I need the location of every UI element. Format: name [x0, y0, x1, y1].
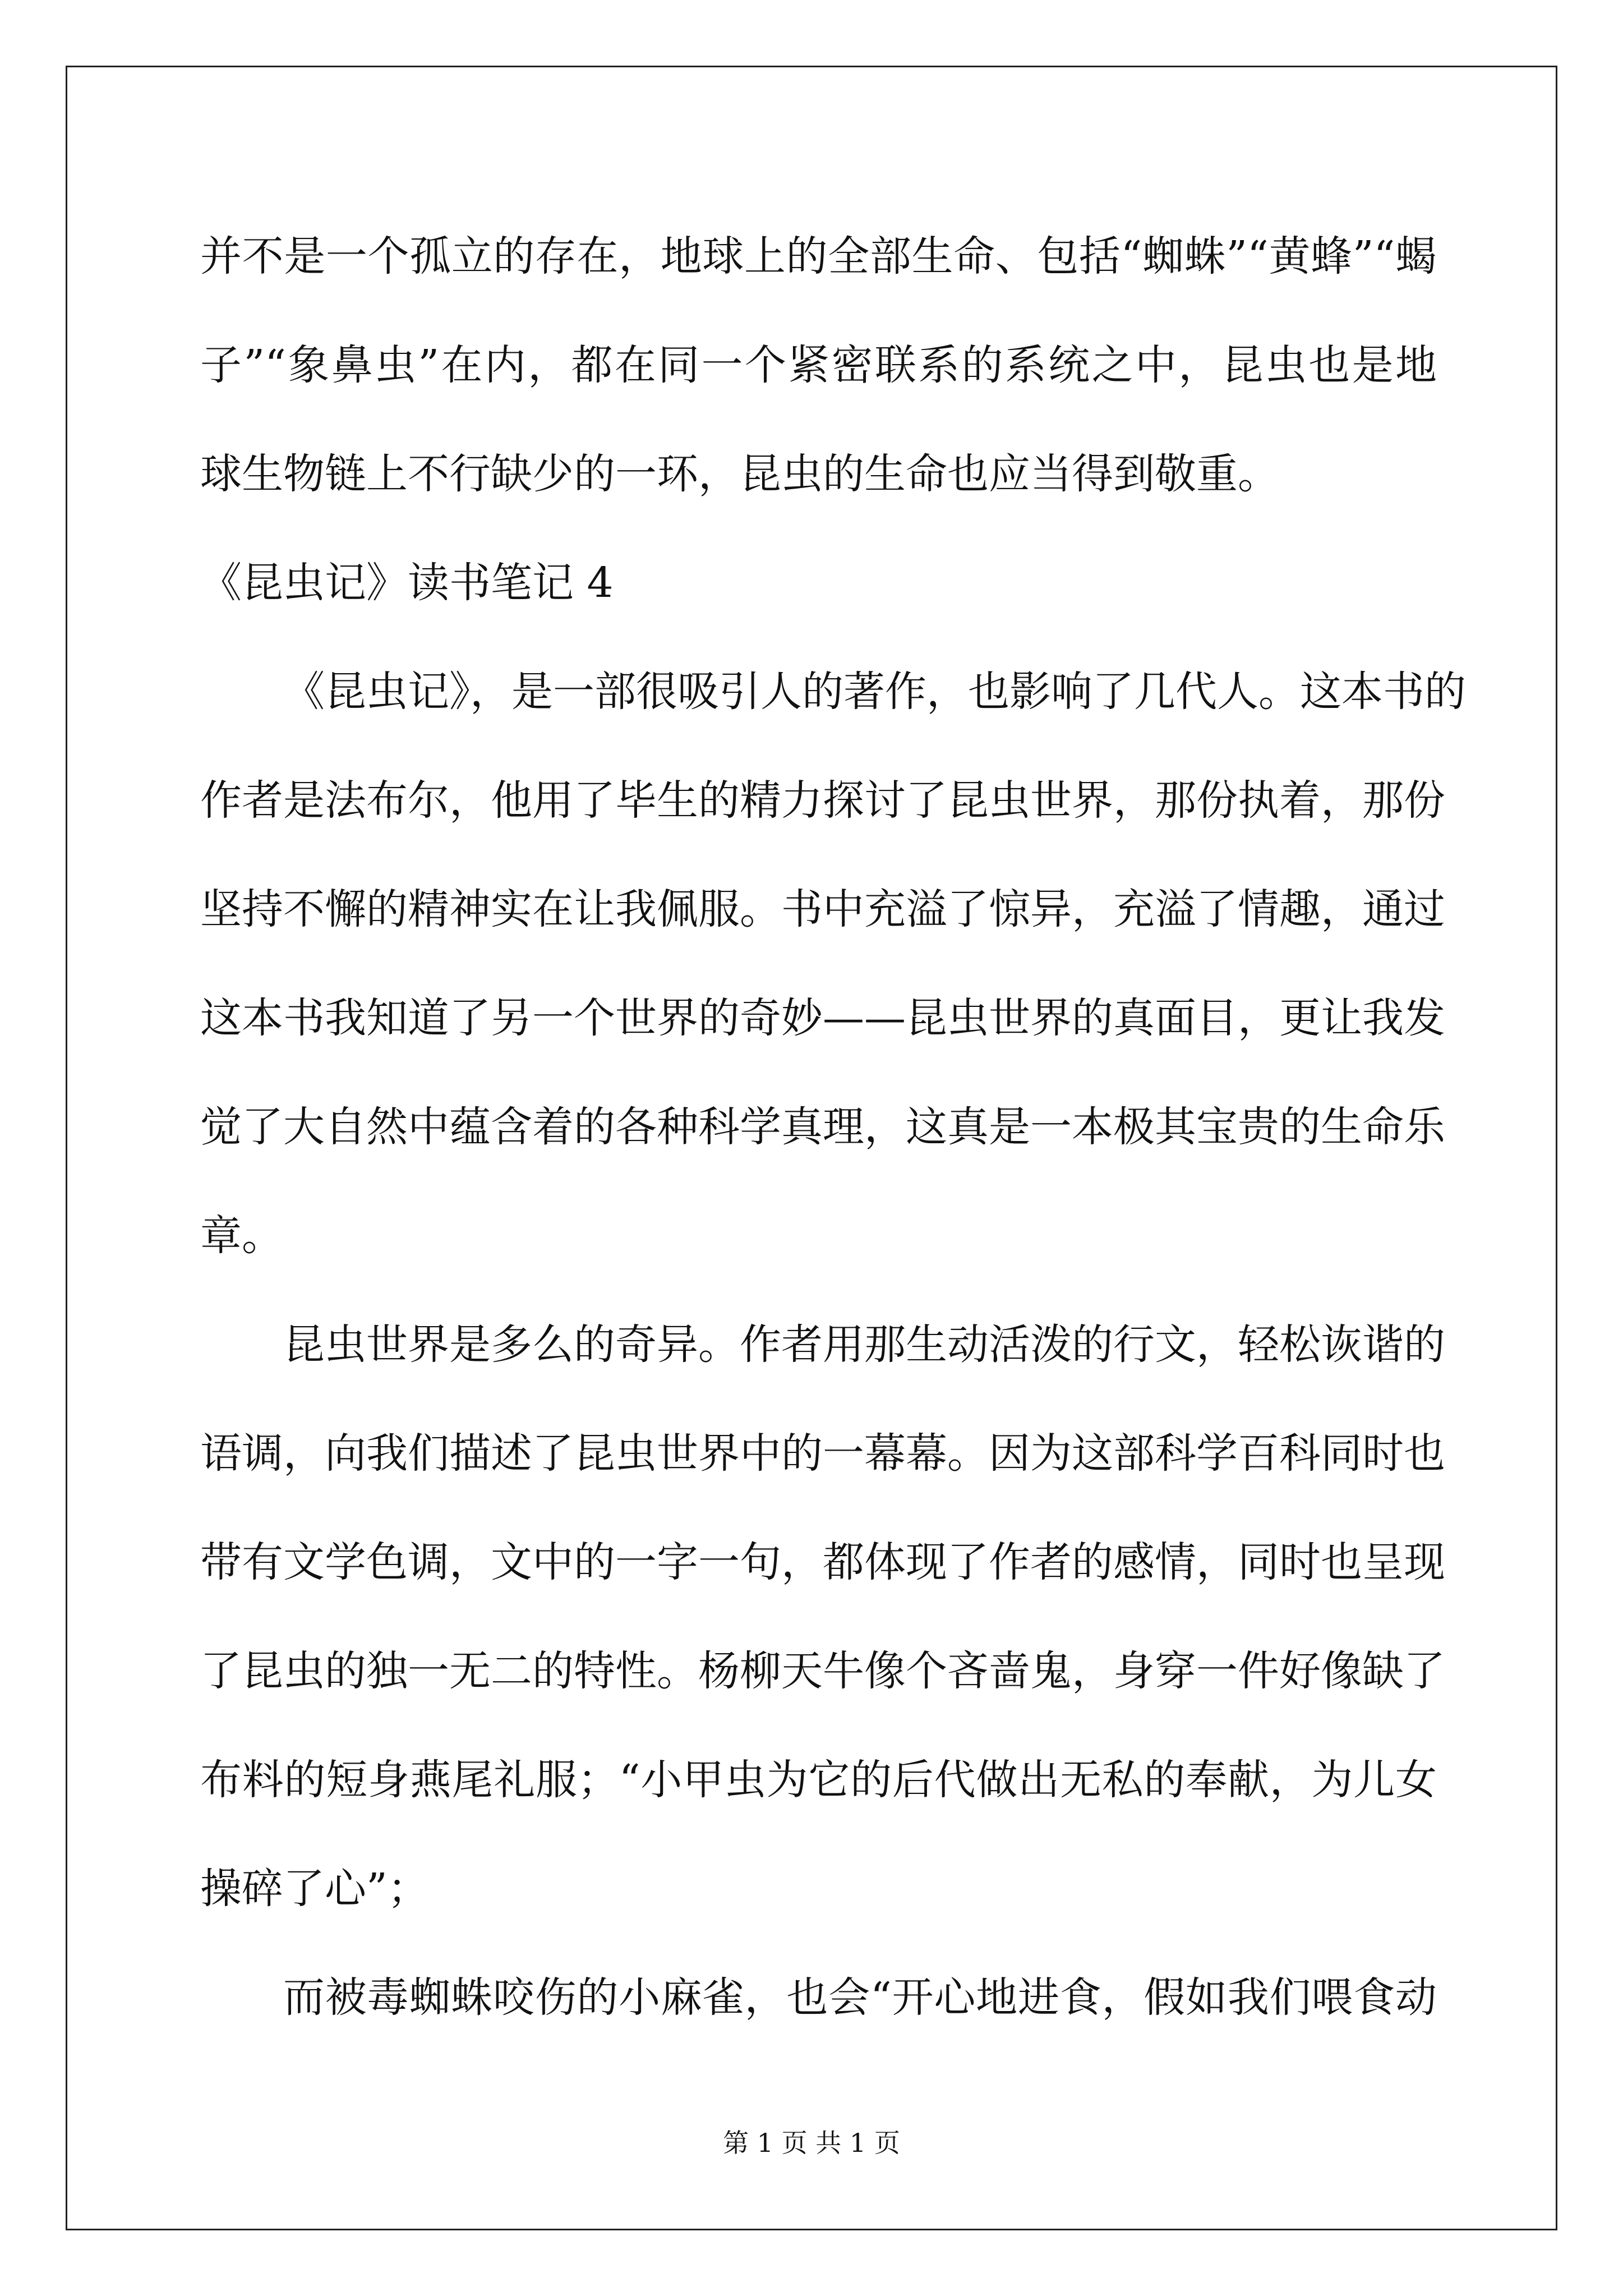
paragraph-line: 《昆虫记》，是一部很吸引人的著作，也影响了几代人。这本书的 — [283, 668, 1466, 716]
paragraph-line: 球生物链上不行缺少的一环，昆虫的生命也应当得到敬重。 — [200, 450, 1279, 498]
document-body — [200, 202, 1466, 2052]
paragraph-line: 带有文学色调，文中的一字一句，都体现了作者的感情，同时也呈现 — [200, 1538, 1445, 1586]
paragraph-line: 布料的短身燕尾礼服；“小甲虫为它的后代做出无私的奉献，为儿女 — [200, 1756, 1437, 1804]
paragraph-line: 章。 — [200, 1212, 283, 1260]
paragraph-line: 作者是法布尔，他用了毕生的精力探讨了昆虫世界，那份执着，那份 — [200, 776, 1445, 825]
paragraph-line: 操碎了心”； — [200, 1865, 429, 1913]
paragraph-line: 坚持不懈的精神实在让我佩服。书中充溢了惊异，充溢了情趣，通过 — [200, 885, 1445, 933]
paragraph-line: 语调，向我们描述了昆虫世界中的一幕幕。因为这部科学百科同时也 — [200, 1429, 1445, 1478]
paragraph-line: 而被毒蜘蛛咬伤的小麻雀，也会“开心地进食，假如我们喂食动 — [283, 1973, 1437, 2022]
paragraph-line: 这本书我知道了另一个世界的奇妙——昆虫世界的真面目，更让我发 — [200, 994, 1445, 1042]
paragraph-line: 了昆虫的独一无二的特性。杨柳天牛像个吝啬鬼，身穿一件好像缺了 — [200, 1647, 1445, 1695]
section-heading: 《昆虫记》读书笔记 4 — [200, 559, 614, 607]
paragraph-line: 昆虫世界是多么的奇异。作者用那生动活泼的行文，轻松诙谐的 — [283, 1320, 1445, 1369]
paragraph-line: 子”“象鼻虫”在内，都在同一个紧密联系的系统之中，昆虫也是地 — [200, 341, 1437, 389]
paragraph-line: 并不是一个孤立的存在，地球上的全部生命、包括“蜘蛛”“黄蜂”“蝎 — [200, 232, 1437, 280]
page-footer: 第 1 页 共 1 页 — [723, 2128, 900, 2158]
paragraph-line: 觉了大自然中蕴含着的各种科学真理，这真是一本极其宝贵的生命乐 — [200, 1103, 1445, 1151]
